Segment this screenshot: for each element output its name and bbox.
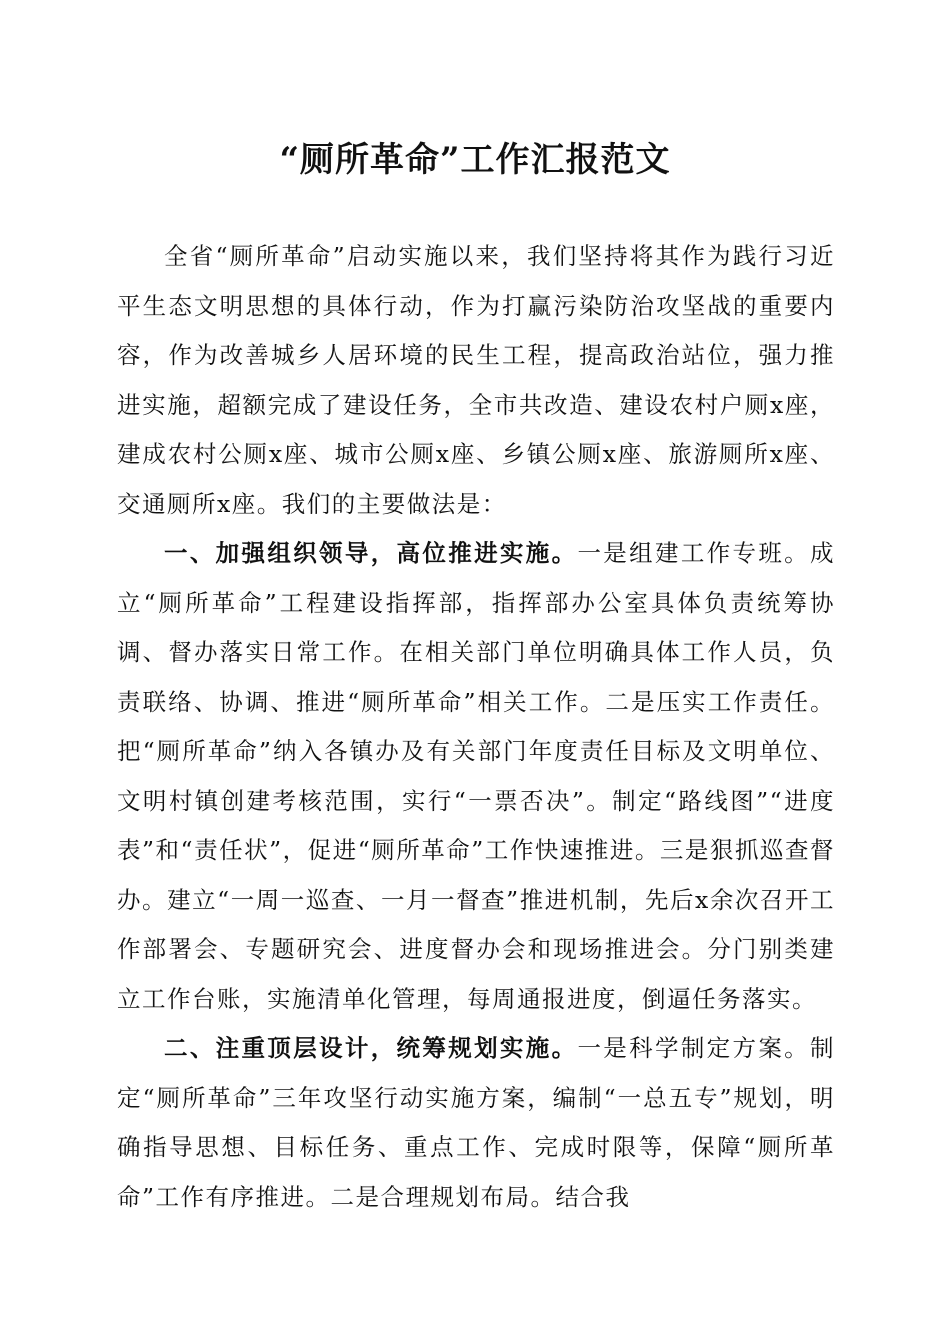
section-paragraph-1 xyxy=(117,529,835,1024)
section-heading-2: 二、注重顶层设计，统筹规划实施。 xyxy=(164,1034,578,1062)
intro-paragraph: 全省“厕所革命”启动实施以来，我们坚持将其作为践行习近平生态文明思想的具体行动，作为打赢污染防治攻坚战的重要内容，作为改善城乡人居环境的民生工程，提高政治站位，强力推进实施，超额完成了建设任务，全市共改造、建设农村户厕x座，建成农村公厕x座、城市公厕x座、乡镇公厕x座、旅游厕所x座、交通厕所x座。我们的主要做法是： xyxy=(117,242,835,518)
document-title: “厕所革命”工作汇报范文 xyxy=(279,140,671,180)
section-text-1: 一是组建工作专班。成立“厕所革命”工程建设指挥部，指挥部办公室具体负责统筹协调、督办落实日常工作。在相关部门单位明确具体工作人员，负责联络、协调、推进“厕所革命”相关工作。二是压实工作责任。把“厕所革命”纳入各镇办及有关部门年度责任目标及文明单位、文明村镇创建考核范围，实行“一票否决”。制定“路线图”“进度表”和“责任状”，促进“厕所革命”工作快速推进。三是狠抓巡查督办。建立“一周一巡查、一月一督查”推进机制，先后x余次召开工作部署会、专题研究会、进度督办会和现场推进会。分门别类建立工作台账，实施清单化管理，每周通报进度，倒逼任务落实。 xyxy=(117,539,836,1013)
section-heading-1: 一、加强组织领导，高位推进实施。 xyxy=(164,539,578,567)
section-paragraph-2 xyxy=(117,1024,835,1222)
document-body xyxy=(117,232,835,1222)
section-text-2: 一是科学制定方案。制定“厕所革命”三年攻坚行动实施方案，编制“一总五专”规划，明确指导思想、目标任务、重点工作、完成时限等，保障“厕所革命”工作有序推进。二是合理规划布局。结合我 xyxy=(117,1034,836,1211)
